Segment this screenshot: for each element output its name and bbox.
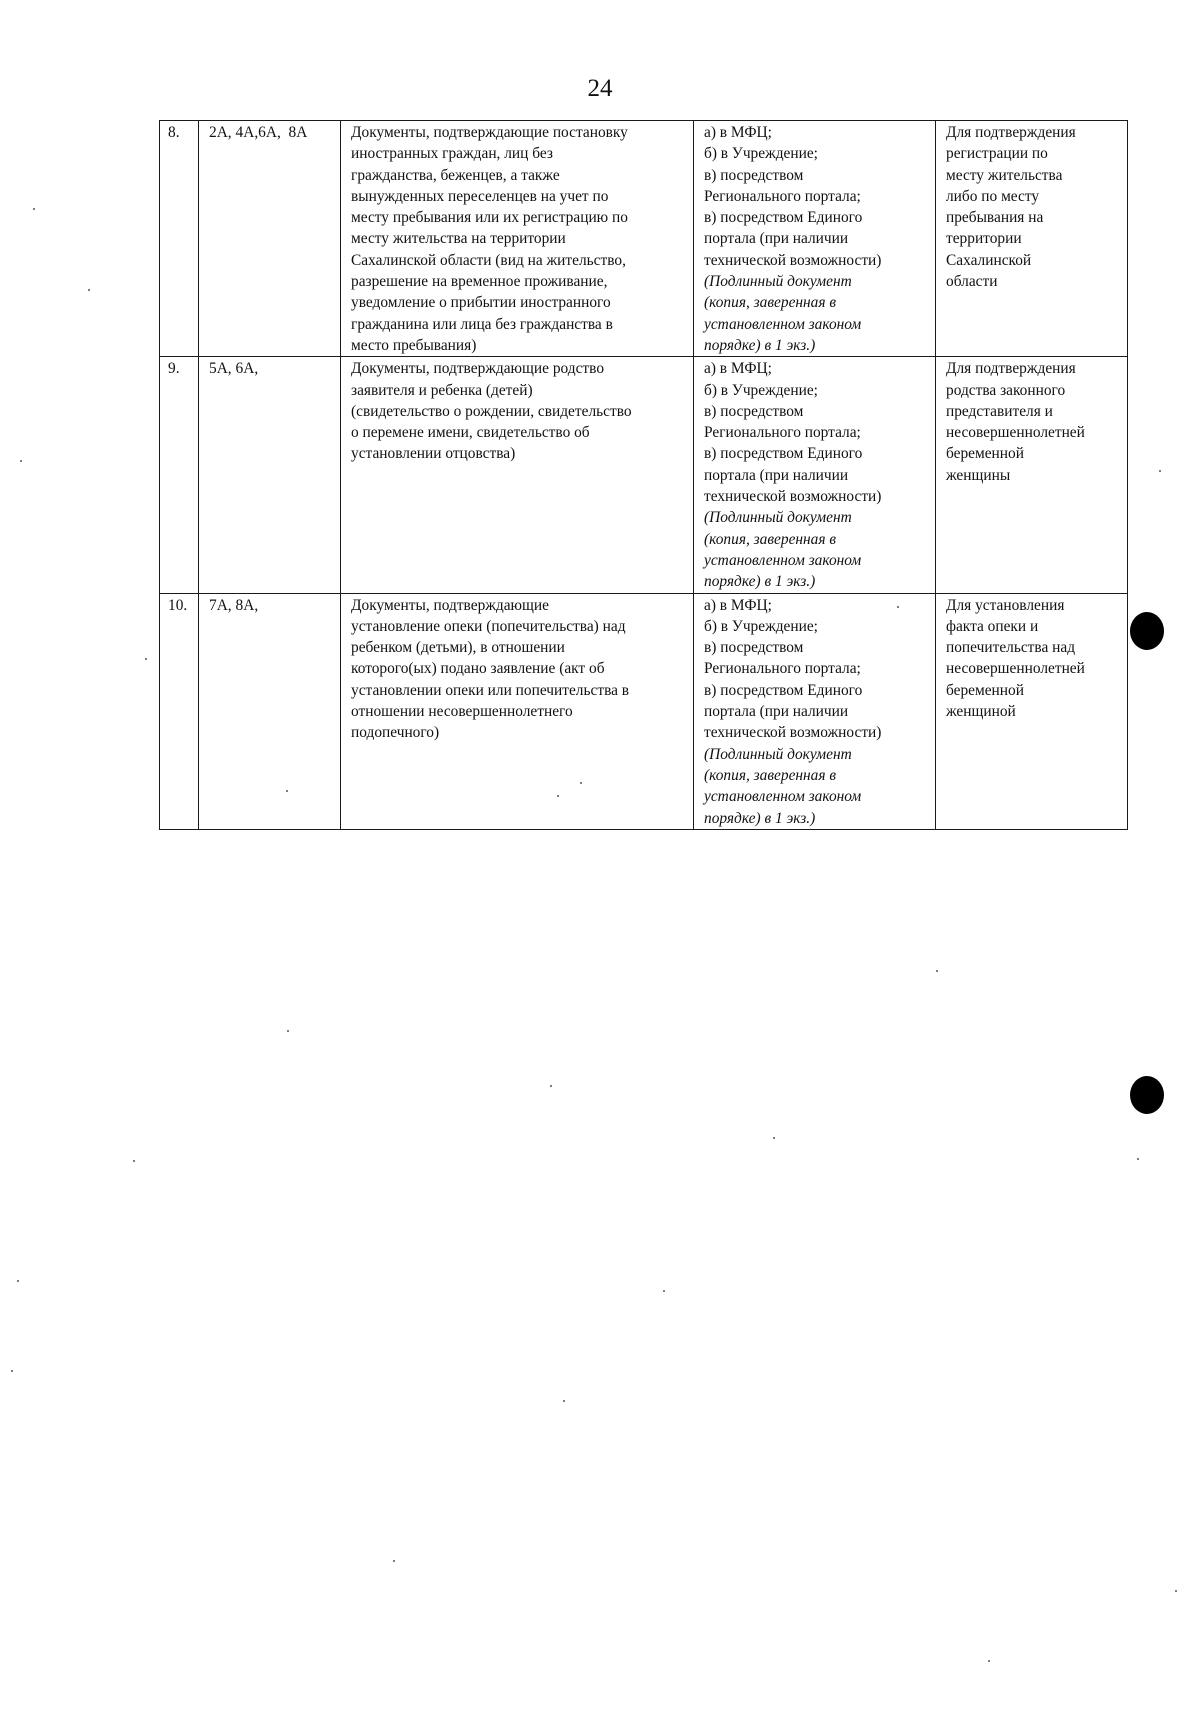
codes-cell xyxy=(199,593,341,829)
purpose-text-line: беременной xyxy=(946,681,1024,699)
codes-cell xyxy=(199,357,341,593)
row-number-cell xyxy=(160,593,199,829)
table-row xyxy=(160,357,1128,593)
scan-speck xyxy=(663,1290,665,1292)
submission-method-line: б) в Учреждение; xyxy=(704,381,818,399)
document-text-line: уведомление о прибытии иностранного xyxy=(351,294,611,312)
scan-speck xyxy=(988,1660,990,1662)
submission-note-line: (копия, заверенная в xyxy=(704,294,837,312)
submission-method-line: Регионального портала; xyxy=(704,660,861,678)
purpose-text-line: Для подтверждения xyxy=(946,124,1076,141)
submission-note-line: (Подлинный документ xyxy=(704,509,852,527)
document-text-line: гражданина или лица без гражданства в xyxy=(351,315,613,333)
purpose-text-line: несовершеннолетней xyxy=(946,660,1085,678)
document-text-line: Документы, подтверждающие родство xyxy=(351,360,605,378)
purpose-cell xyxy=(936,357,1128,593)
document-text-line: заявителя и ребенка (детей) xyxy=(351,381,533,399)
row-codes: 5А, 6А, xyxy=(209,360,259,378)
purpose-text-line: представителя и xyxy=(946,402,1053,420)
submission-cell xyxy=(694,121,936,357)
scan-speck xyxy=(145,658,147,660)
scan-speck xyxy=(563,1400,565,1402)
submission-method-line: портала (при наличии xyxy=(704,466,849,484)
document-text-line: установлении опеки или попечительства в xyxy=(351,681,630,699)
purpose-text-line: месту жительства xyxy=(946,166,1063,184)
submission-method-line: б) в Учреждение; xyxy=(704,145,818,163)
submission-method-line: в) посредством Единого xyxy=(704,681,863,699)
documents-table xyxy=(159,120,1128,830)
scan-speck xyxy=(1137,1158,1139,1160)
submission-method-line: технической возможности) xyxy=(704,488,882,506)
scan-speck xyxy=(1159,470,1161,472)
scan-speck xyxy=(773,1137,775,1139)
submission-note-line: (копия, заверенная в xyxy=(704,766,837,784)
submission-method-line: в) посредством xyxy=(704,639,804,657)
document-text-line: разрешение на временное проживание, xyxy=(351,273,608,291)
submission-note-line: (Подлинный документ xyxy=(704,273,852,291)
submission-note-line: установленном законом xyxy=(704,551,862,569)
scan-speck xyxy=(936,970,938,972)
scan-speck xyxy=(33,208,35,210)
scan-speck xyxy=(88,289,90,291)
document-text-line: Сахалинской области (вид на жительство, xyxy=(351,251,626,269)
purpose-text-line: женщиной xyxy=(946,703,1016,721)
purpose-text-line: территории xyxy=(946,230,1022,248)
punch-hole-mark-top xyxy=(1130,612,1164,650)
document-text-line: установлении отцовства) xyxy=(351,445,516,463)
table-row xyxy=(160,121,1128,357)
submission-method-line: Регионального портала; xyxy=(704,424,861,442)
document-text-line: подопечного) xyxy=(351,724,440,742)
document-text-line: установление опеки (попечительства) над xyxy=(351,617,626,635)
scan-speck xyxy=(580,782,582,784)
purpose-text-line: женщины xyxy=(946,466,1011,484)
purpose-text-line: факта опеки и xyxy=(946,617,1039,635)
submission-note-line: порядке) в 1 экз.) xyxy=(704,573,816,591)
document-text-line: месту жительства на территории xyxy=(351,230,566,248)
scan-speck xyxy=(287,1030,289,1032)
row-codes: 2А, 4А,6А, 8А xyxy=(209,124,308,141)
purpose-text-line: беременной xyxy=(946,445,1024,463)
table-row xyxy=(160,593,1128,829)
purpose-text-line: Для установления xyxy=(946,596,1065,614)
document-text-line: ребенком (детьми), в отношении xyxy=(351,639,565,657)
scan-speck xyxy=(557,795,559,797)
submission-note-line: установленном законом xyxy=(704,788,862,806)
scan-speck xyxy=(133,1160,135,1162)
scan-speck xyxy=(20,460,22,462)
row-number: 8. xyxy=(168,124,180,141)
row-codes: 7А, 8А, xyxy=(209,596,259,614)
scan-speck xyxy=(393,1560,395,1562)
submission-method-line: а) в МФЦ; xyxy=(704,596,772,614)
purpose-text-line: регистрации по xyxy=(946,145,1048,163)
submission-method-line: б) в Учреждение; xyxy=(704,617,818,635)
documents-cell xyxy=(341,121,694,357)
document-text-line: (свидетельство о рождении, свидетельство xyxy=(351,402,632,420)
scan-speck xyxy=(550,1085,552,1087)
submission-method-line: в) посредством xyxy=(704,166,804,184)
row-number-cell xyxy=(160,121,199,357)
submission-method-line: в) посредством Единого xyxy=(704,445,863,463)
scan-speck xyxy=(286,790,288,792)
page-number: 24 xyxy=(587,75,613,102)
scan-speck xyxy=(897,606,899,608)
document-text-line: отношении несовершеннолетнего xyxy=(351,703,573,721)
document-text-line: иностранных граждан, лиц без xyxy=(351,145,553,163)
document-text-line: Документы, подтверждающие постановку xyxy=(351,124,628,141)
purpose-text-line: попечительства над xyxy=(946,639,1076,657)
submission-method-line: а) в МФЦ; xyxy=(704,124,772,141)
submission-method-line: а) в МФЦ; xyxy=(704,360,772,378)
row-number: 10. xyxy=(168,596,188,614)
purpose-cell xyxy=(936,593,1128,829)
documents-cell xyxy=(341,593,694,829)
purpose-text-line: Для подтверждения xyxy=(946,360,1076,378)
submission-method-line: портала (при наличии xyxy=(704,230,849,248)
purpose-text-line: либо по месту xyxy=(946,187,1040,205)
document-text-line: вынужденных переселенцев на учет по xyxy=(351,187,609,205)
document-text-line: место пребывания) xyxy=(351,336,477,354)
document-text-line: месту пребывания или их регистрацию по xyxy=(351,209,628,227)
submission-note-line: порядке) в 1 экз.) xyxy=(704,336,816,354)
purpose-text-line: Сахалинской xyxy=(946,251,1032,269)
row-number-cell xyxy=(160,357,199,593)
scan-speck xyxy=(1175,1590,1177,1592)
purpose-text-line: родства законного xyxy=(946,381,1066,399)
codes-cell xyxy=(199,121,341,357)
document-text-line: о перемене имени, свидетельство об xyxy=(351,424,590,442)
purpose-cell xyxy=(936,121,1128,357)
purpose-text-line: области xyxy=(946,273,998,291)
submission-method-line: технической возможности) xyxy=(704,724,882,742)
submission-note-line: (Подлинный документ xyxy=(704,745,852,763)
submission-method-line: в) посредством Единого xyxy=(704,209,863,227)
punch-hole-mark-bottom xyxy=(1130,1076,1164,1114)
purpose-text-line: пребывания на xyxy=(946,209,1044,227)
scan-speck xyxy=(17,1280,19,1282)
documents-cell xyxy=(341,357,694,593)
document-text-line: которого(ых) подано заявление (акт об xyxy=(351,660,605,678)
submission-note-line: (копия, заверенная в xyxy=(704,530,837,548)
submission-method-line: Регионального портала; xyxy=(704,187,861,205)
submission-cell xyxy=(694,593,936,829)
document-text-line: гражданства, беженцев, а также xyxy=(351,166,560,184)
submission-method-line: технической возможности) xyxy=(704,251,882,269)
submission-method-line: в) посредством xyxy=(704,402,804,420)
purpose-text-line: несовершеннолетней xyxy=(946,424,1085,442)
document-text-line: Документы, подтверждающие xyxy=(351,596,549,614)
submission-note-line: порядке) в 1 экз.) xyxy=(704,809,816,827)
submission-method-line: портала (при наличии xyxy=(704,703,849,721)
row-number: 9. xyxy=(168,360,180,378)
submission-cell xyxy=(694,357,936,593)
scan-speck xyxy=(11,1370,13,1372)
submission-note-line: установленном законом xyxy=(704,315,862,333)
